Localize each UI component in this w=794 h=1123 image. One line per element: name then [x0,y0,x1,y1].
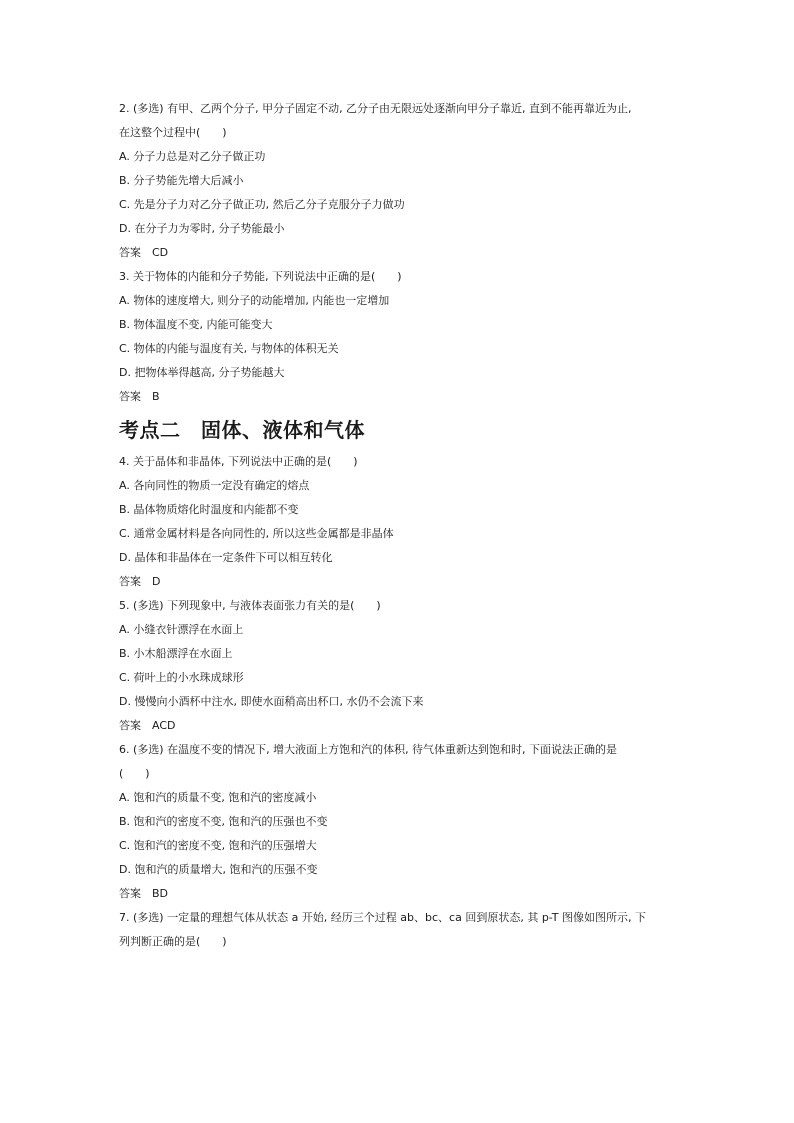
q2-option-a: A. 分子力总是对乙分子做正功 [119,150,266,163]
q5-stem: 5. (多选) 下列现象中, 与液体表面张力有关的是( ) [119,599,381,612]
q3-option-b: B. 物体温度不变, 内能可能变大 [119,318,273,331]
q2-answer: 答案 CD [119,246,169,259]
q6-option-c: C. 饱和汽的密度不变, 饱和汽的压强增大 [119,839,317,852]
q2-option-c: C. 先是分子力对乙分子做正功, 然后乙分子克服分子力做功 [119,198,405,211]
q2-option-b: B. 分子势能先增大后减小 [119,174,244,187]
q5-option-b: B. 小木船漂浮在水面上 [119,647,233,660]
q6-option-d: D. 饱和汽的质量增大, 饱和汽的压强不变 [119,863,318,876]
section-heading: 考点二 固体、液体和气体 [119,418,365,442]
q2-stem-line1: 2. (多选) 有甲、乙两个分子, 甲分子固定不动, 乙分子由无限远处逐渐向甲分子靠近, 直到不能再靠近为止, [119,102,632,115]
q4-stem: 4. 关于晶体和非晶体, 下列说法中正确的是( ) [119,455,358,468]
q4-option-d: D. 晶体和非晶体在一定条件下可以相互转化 [119,551,333,564]
q4-option-a: A. 各向同性的物质一定没有确定的熔点 [119,479,310,492]
q6-answer: 答案 BD [119,887,169,900]
q5-option-c: C. 荷叶上的小水珠成球形 [119,671,244,684]
q6-option-a: A. 饱和汽的质量不变, 饱和汽的密度减小 [119,791,317,804]
q3-answer: 答案 B [119,390,160,403]
q6-stem-line2: ( ) [119,767,150,780]
q7-stem-line2: 列判断正确的是( ) [119,935,227,948]
q5-option-a: A. 小缝衣针漂浮在水面上 [119,623,244,636]
q5-answer: 答案 ACD [119,719,176,732]
q2-option-d: D. 在分子力为零时, 分子势能最小 [119,222,285,235]
q6-option-b: B. 饱和汽的密度不变, 饱和汽的压强也不变 [119,815,328,828]
q5-option-d: D. 慢慢向小酒杯中注水, 即使水面稍高出杯口, 水仍不会流下来 [119,695,424,708]
q4-answer: 答案 D [119,575,161,588]
q3-option-d: D. 把物体举得越高, 分子势能越大 [119,366,285,379]
q3-option-c: C. 物体的内能与温度有关, 与物体的体积无关 [119,342,339,355]
q4-option-b: B. 晶体物质熔化时温度和内能都不变 [119,503,299,516]
q6-stem-line1: 6. (多选) 在温度不变的情况下, 增大液面上方饱和汽的体积, 待气体重新达到饱和时, 下面说法正确的是 [119,743,618,756]
q3-stem: 3. 关于物体的内能和分子势能, 下列说法中正确的是( ) [119,270,402,283]
q3-option-a: A. 物体的速度增大, 则分子的动能增加, 内能也一定增加 [119,294,390,307]
q4-option-c: C. 通常金属材料是各向同性的, 所以这些金属都是非晶体 [119,527,394,540]
q2-stem-line2: 在这整个过程中( ) [119,126,227,139]
q7-stem-line1: 7. (多选) 一定量的理想气体从状态 a 开始, 经历三个过程 ab、bc、ca 回到原状态, 其 p-T 图像如图所示, 下 [119,911,646,924]
